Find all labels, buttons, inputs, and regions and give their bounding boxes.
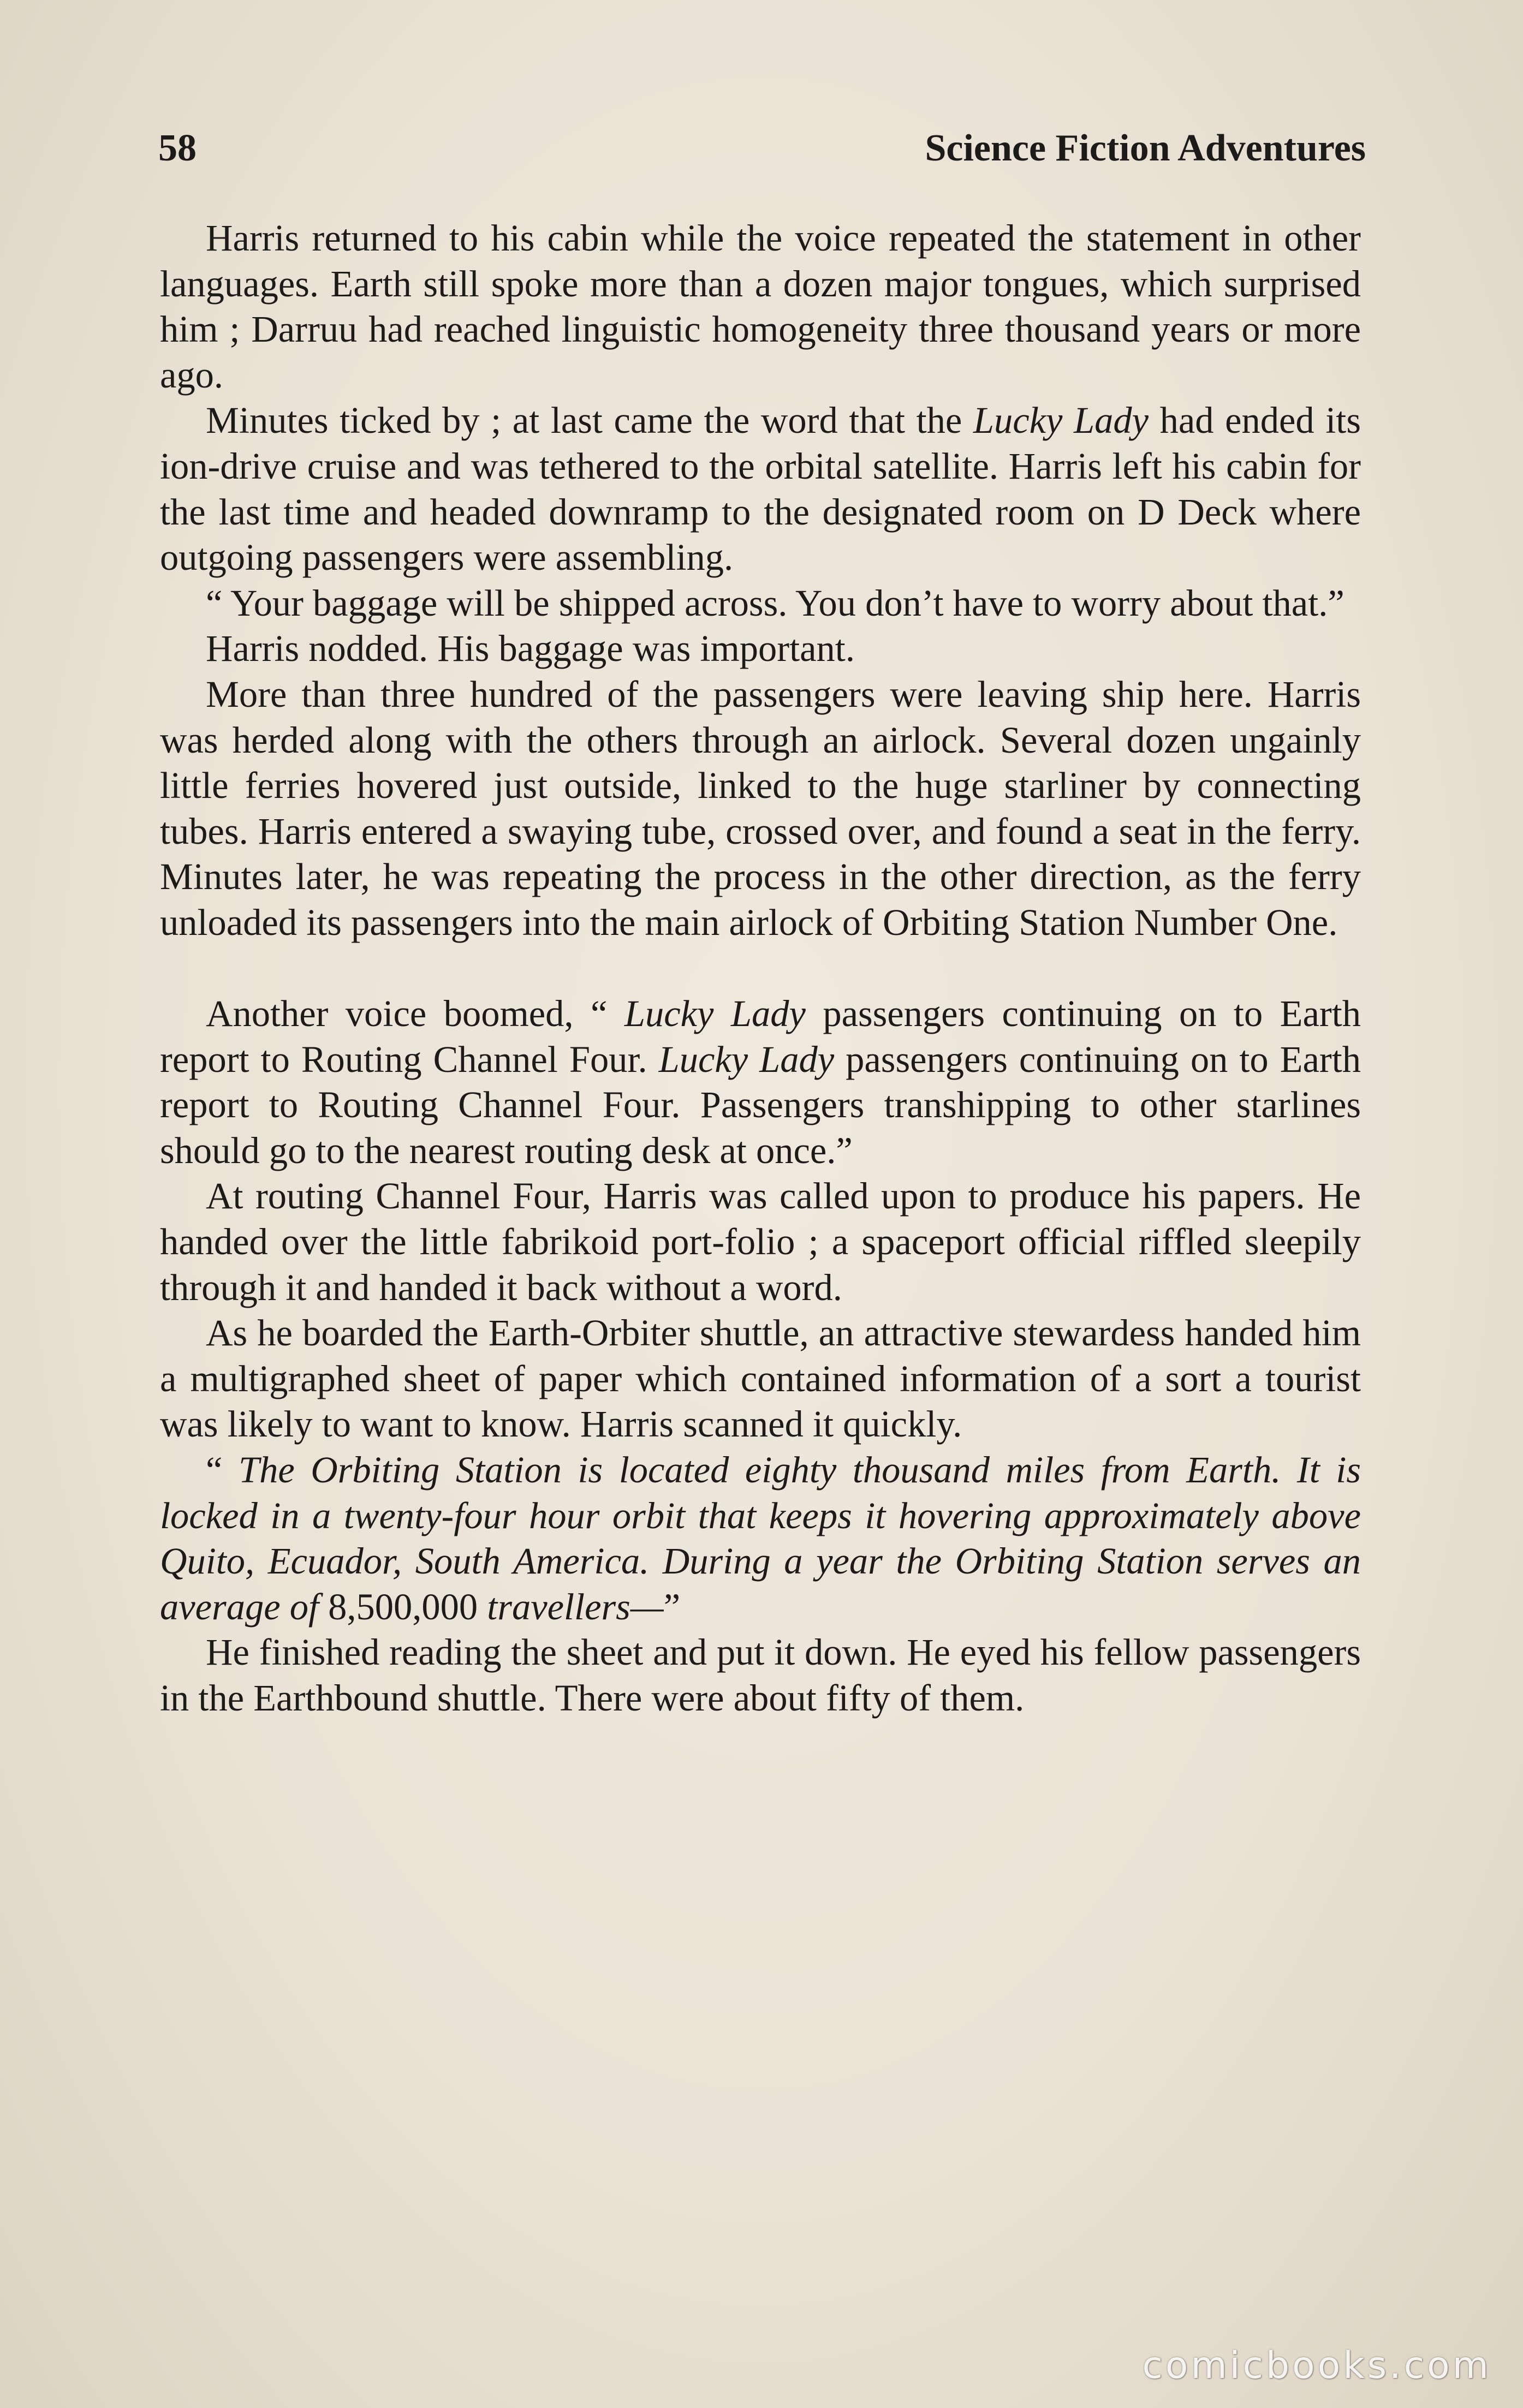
running-title: Science Fiction Adventures <box>925 127 1366 169</box>
text-run: More than three hundred of the passengers were leaving ship here. Harris was herded along with the others through an airlock. Several dozen ungainly little ferries hovered just outside, linked to the huge starliner by connecting tubes. Harris entered a swaying tube, crossed over, and found a seat in the ferry. Minutes later, he was repeating the process in the other direction, as the ferry unloaded its passengers into the main airlock of Orbiting Station Number One. <box>160 673 1361 943</box>
text-run: “ <box>206 1449 239 1491</box>
paragraph <box>160 1310 1361 1447</box>
italic-text-run: Lucky Lady <box>973 400 1149 442</box>
text-run: had ended its ion-drive cruise and was tethered to the orbital satellite. Harris left his cabin for the last time and headed downramp to the designated room on D Deck where outgoing passengers were assembling. <box>160 400 1361 579</box>
text-run: “ Your baggage will be shipped across. You don’t have to worry about that.” <box>206 582 1344 624</box>
watermark: comicbooks.com <box>1142 2344 1491 2387</box>
text-run: As he boarded the Earth-Orbiter shuttle, an attractive stewardess handed him a multigraphed sheet of paper which contained information of a sort a tourist was likely to want to know. Harris scanned it quickly. <box>160 1312 1361 1445</box>
paragraph <box>160 581 1361 627</box>
text-run: passengers continuing on to Earth report to Routing Channel Four. Passengers transhipping to other starlines should go to the nearest routing desk at once.” <box>160 1038 1361 1171</box>
paragraph <box>160 1630 1361 1721</box>
paragraph <box>160 398 1361 580</box>
text-run: Harris nodded. His baggage was important. <box>206 628 855 670</box>
paragraph <box>160 1173 1361 1310</box>
text-run: Minutes ticked by ; at last came the word that the <box>206 400 973 442</box>
text-run: Harris returned to his cabin while the voice repeated the statement in other languages. Earth still spoke more than a dozen major tongues, which surprised him ; Darruu had reached linguistic homogeneity three thousand years or more ago. <box>160 217 1361 396</box>
text-run: At routing Channel Four, Harris was called upon to produce his papers. He handed over the little fabrikoid port-folio ; a spaceport official riffled sleepily through it and handed it back without a word. <box>160 1175 1361 1308</box>
italic-text-run: travellers— <box>487 1586 664 1628</box>
story-text <box>160 216 1361 1721</box>
text-run: passengers continuing on to Earth report to Routing Channel Four. <box>160 993 1361 1080</box>
text-run: He finished reading the sheet and put it down. He eyed his fellow passengers in the Earthbound shuttle. There were about fifty of them. <box>160 1631 1361 1719</box>
text-run: 8,500,000 <box>319 1586 487 1628</box>
paragraph <box>160 991 1361 1173</box>
page-number: 58 <box>158 127 197 169</box>
running-head <box>158 121 1366 176</box>
paragraph <box>160 216 1361 398</box>
text-run: Another voice boomed, “ <box>206 993 624 1035</box>
paragraph <box>160 626 1361 672</box>
italic-text-run: Lucky Lady <box>624 993 806 1035</box>
paragraph <box>160 1447 1361 1630</box>
italic-text-run: The Orbiting Station is located eighty thousand miles from Earth. It is locked in a twenty-four hour orbit that keeps it hovering approximately above Quito, Ecuador, South America. During a year the Orbiting Station serves an average of <box>160 1449 1361 1628</box>
italic-text-run: Lucky Lady <box>658 1038 835 1080</box>
paragraph <box>160 672 1361 946</box>
text-run: ” <box>663 1586 681 1628</box>
